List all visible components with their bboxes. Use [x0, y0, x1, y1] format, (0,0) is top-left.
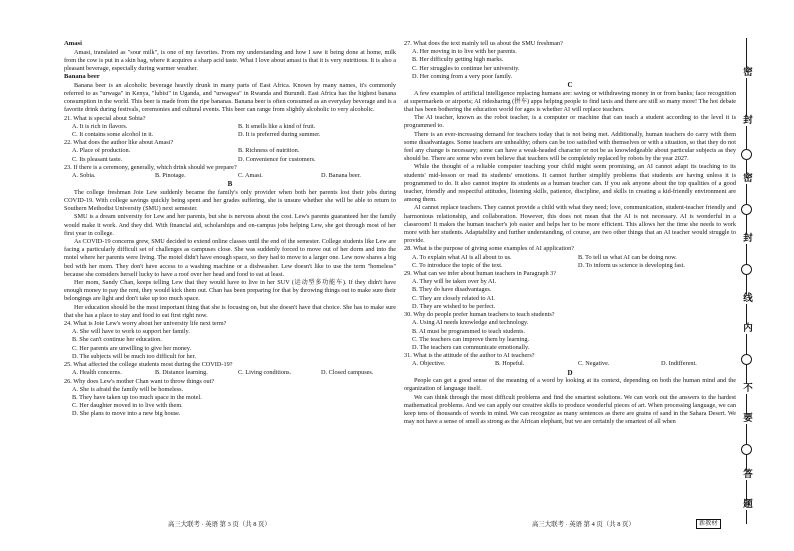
option-d: D. The subjects will be much too difficult for her. — [72, 352, 196, 360]
section-d-heading: D — [567, 368, 573, 377]
section-c-heading: C — [567, 81, 573, 90]
page-3-column — [64, 40, 396, 520]
seal-circle-icon — [741, 444, 752, 455]
new-textbook-badge: 新教材 — [696, 519, 721, 529]
question-stem: 27. What does the text mainly tell us about the SMU freshman? — [404, 40, 563, 47]
page-3-footer: 高三大联考 · 英语 第 3 页（共 8 页） — [168, 521, 271, 528]
question-27 — [404, 40, 736, 81]
question-31 — [404, 352, 736, 368]
passage-b-paragraph: SMU is a dream university for Lew and her parents, but she is nervous about the cost. Lew's parents guaranteed her the family would make it work. And they did. With financial aid, scholarships and on-campus jobs helping Lew, she got through most of her first year in college. — [64, 213, 396, 237]
section-b-heading: B — [227, 180, 233, 189]
option-c: C. Amasi. — [238, 172, 263, 180]
option-b: B. Pinotage. — [155, 172, 186, 180]
question-stem: 30. Why do people prefer human teachers to teach students? — [404, 311, 555, 319]
passage-d-paragraph: People can get a good sense of the meaning of a word by looking at its context, depending on both the human mind and the organization of language itself. — [404, 377, 736, 393]
option-c: C. Her parents are unwilling to give her money. — [72, 344, 192, 352]
question-23 — [64, 164, 396, 180]
seal-circle-icon — [741, 204, 752, 215]
question-30 — [404, 311, 736, 352]
question-26 — [64, 378, 396, 419]
question-stem: 21. What is special about Sobia? — [64, 114, 146, 122]
question-25 — [64, 361, 396, 377]
page-4-footer: 高三大联考 · 英语 第 4 页（共 8 页） — [532, 521, 635, 528]
passage-c-paragraph: A few examples of artificial intelligence replacing humans are: saving or withdrawing money in or from banks; face recognition at supermarkets or airports; AI ridesharing (拼车) apps helping people to find taxis and there are still so many more! The hot debate that has been bothering the education world for ages is whether AI will replace teachers. — [404, 89, 736, 114]
question-stem: 28. What is the purpose of giving some examples of AI application? — [404, 245, 574, 253]
option-d: D. The teachers can communicate emotionally. — [412, 343, 530, 351]
question-stem: 26. Why does Lew's mother Chan want to throw things out? — [64, 377, 215, 385]
option-c: C. Her struggles to continue her university. — [412, 64, 520, 72]
option-b: B. Hopeful. — [495, 360, 525, 368]
passage-c-paragraph: There is an ever-increasing demand for teachers today that is not being met. Additionally, human teachers do carry with them some disadvantages. Some teachers are unhealthy; others can be too satisfied with themselves or with a situation, so that they do not feel any change is necessary; some can have a weak-headed character or not be as knowledgeable about particular subjects as they should be. There are some who even believe that teachers will be completely replaced by robots by the year 2027. — [404, 130, 736, 163]
passage-c-paragraph: AI cannot replace teachers. They cannot provide a child with what they need; love, communication, student-teacher friendly and harmonious relationship, and collaboration. However, this does not mean that the AI is not necessary. AI is wonderful in a classroom! It makes the human teacher's job easier and helps her to be more efficient. This allows her the time she needs to work more with her students. Adaptability and further understanding, of course, are two other things that an AI teacher would struggle to provide. — [404, 204, 736, 245]
option-c: C. It contains some alcohol in it. — [72, 131, 154, 139]
option-d: D. Indifferent. — [661, 360, 697, 368]
seal-circle-icon — [741, 149, 752, 160]
seal-line-strip — [736, 38, 760, 524]
option-b: B. They have taken up too much space in the motel. — [72, 393, 202, 401]
passage-b-paragraph: Her mom, Sandy Chan, keeps telling Lew that they would have to live in her SUV (运动型多功能车). If they didn't have enough money to pay the rent, they would kick them out. Chan has been preparing for that by throwing things out to make sure their belongings are light and don't take up too much space. — [64, 279, 396, 303]
option-b: B. She can't continue her education. — [72, 336, 162, 344]
option-a: A. It is rich in flavors. — [72, 122, 128, 130]
question-stem: 29. What can we infer about human teachers in Paragraph 3? — [404, 270, 557, 278]
option-a: A. Place of production. — [72, 147, 131, 155]
seal-circle-icon — [741, 264, 752, 275]
seal-char: 封 — [736, 116, 760, 126]
option-c: C. Its pleasant taste. — [72, 155, 123, 163]
option-a: A. Objective. — [412, 360, 446, 368]
amasi-paragraph: Amasi, translated as "sour milk", is one of my favorites. From my understanding and how I saw it being done at home, milk from the cow is put in a skin bag, where it acquires a sharp acid taste. What I love about amasi is that it is very nutritious. It is also a pleasant beverage, especially during warmer weather. — [64, 48, 396, 72]
passage-b-paragraph: The college freshman Joie Lew suddenly became the family's only provider when both her parents lost their jobs during COVID-19. With college savings quickly being spent and her grades suffering, she is unsure whether she will be able to return to Southern Methodist University (SMU) next semester. — [64, 188, 396, 213]
option-a: A. She will have to work to support her family. — [72, 328, 190, 336]
option-d: D. They are wished to be perfect. — [412, 302, 496, 310]
option-a: A. Using AI needs knowledge and technology. — [412, 319, 529, 327]
question-stem: 24. What is Joie Lew's worry about her university life next term? — [64, 320, 227, 328]
question-stem: 22. What does the author like about Amasi? — [64, 139, 174, 147]
amasi-heading: Amasi — [64, 40, 82, 47]
passage-d-paragraph: We can think through the most difficult problems and find the smartest solutions. We can work out the answers to the hardest mathematical problems. And we can apply our creative skills to produce wonderful pieces of art. When processing language, we can keep tens of thousands of words in mind. We can recognize as many sentences as there are grains of sand in the Sahara Desert. We may not have a sense of smell as strong as the African elephant, but we are certainly the smartest of all when — [404, 393, 736, 426]
seal-char: 内 — [736, 324, 760, 334]
question-stem: 23. If there is a ceremony, generally, which drink should we prepare? — [64, 163, 237, 171]
banana-beer-heading: Banana beer — [64, 73, 100, 81]
option-a: A. To explain what AI is all about to us. — [412, 253, 512, 261]
option-c: C. To introduce the topic of the text. — [412, 261, 503, 269]
option-c: C. They are closely related to AI. — [412, 294, 495, 302]
seal-char: 不 — [736, 384, 760, 394]
passage-b-paragraph: Her education should be the most important thing that she is focusing on, but she doesn't have that choice. She has to make sure that she has a place to stay and food to eat first right now. — [64, 303, 396, 319]
seal-char: 密 — [736, 174, 760, 184]
passage-c-paragraph: The AI teacher, known as the robot teacher, is a computer or machine that can teach a student according to the level it is programmed to. — [404, 114, 736, 130]
seal-char: 封 — [736, 234, 760, 244]
question-stem: 31. What is the attitude of the author to AI teachers? — [404, 352, 535, 360]
seal-circle-icon — [741, 354, 752, 365]
banana-beer-paragraph: Banana beer is an alcoholic beverage heavily drunk in many parts of East Africa. Known by many names, it's commonly referred to as "urwaga" in Kenya, "lubisi" in Uganda, and "urwagwa" in Rwanda and Burundi. East Africa has the highest banana consumption in the world. This beer is made from the ripe bananas. Banana beer is often consumed as an everyday beverage and is a favorite drink during festivals, ceremonies and cultural events. This beer can range from slightly alcoholic to very alcoholic. — [64, 81, 396, 114]
seal-char: 线 — [736, 294, 760, 304]
option-d: D. Her coming from a very poor family. — [412, 72, 513, 80]
seal-char: 答 — [736, 470, 760, 480]
option-d: D. To inform us science is developing fast. — [578, 261, 685, 269]
option-b: B. AI must be programmed to teach students. — [412, 327, 526, 335]
option-a: A. Health concerns. — [72, 369, 122, 377]
page-4-column — [404, 40, 736, 520]
option-d: D. It is preferred during summer. — [238, 131, 321, 139]
seal-char: 题 — [736, 500, 760, 510]
option-d: D. Banana beer. — [321, 172, 361, 180]
question-stem: 25. What affected the college students most during the COVID-19? — [64, 361, 233, 369]
question-28 — [404, 245, 736, 270]
question-24 — [64, 320, 396, 361]
seal-char: 要 — [736, 414, 760, 424]
option-a: A. Sobia. — [72, 172, 96, 180]
option-a: A. She is afraid the family will be homeless. — [72, 385, 184, 393]
seal-char: 密 — [736, 68, 760, 78]
passage-c-paragraph: While the thought of a reliable computer teaching your child might seem promising, an AI cannot adapt its teaching to its students' mid-lesson or read its students' emotions. It cannot further simplify problems that students are having unless it is programmed to do. It also cannot inspire its students as a human teacher can. If you ask anyone about the top qualities of a good teacher, friendly and respectful attitudes, listening skills, patience, discipline, and skills in creating a kid-friendly environment are among them. — [404, 163, 736, 204]
option-c: C. The teachers can improve them by learning. — [412, 335, 530, 343]
option-c: C. Negative. — [578, 360, 610, 368]
option-d: D. Closed campuses. — [321, 369, 374, 377]
passage-b-paragraph: As COVID-19 concerns grew, SMU decided to extend online classes until the end of the semester. College students like Lew are facing a particularly difficult set of challenges as campuses close. She was suddenly forced to move out of her dorm and into the motel where her parents were living. The motel didn't have enough space, so they had to move to a larger one. Lew now shares a big bed with her mom. They don't have access to a washing machine or a dishwasher. Lew doesn't like to use the term "homeless" because she considers herself lucky to have a roof over her head and food to eat at least. — [64, 238, 396, 278]
option-c: C. Living conditions. — [238, 369, 292, 377]
option-b: B. Her difficulty getting high marks. — [412, 56, 504, 64]
question-29 — [404, 270, 736, 311]
option-a: A. They will be taken over by AI. — [412, 278, 497, 286]
option-b: B. To tell us what AI can be doing now. — [578, 253, 677, 261]
option-d: D. Convenience for customers. — [238, 155, 316, 163]
option-b: B. It smells like a kind of fruit. — [238, 122, 316, 130]
question-22 — [64, 139, 396, 164]
option-a: A. Her moving in to live with her parents. — [412, 48, 517, 56]
question-21 — [64, 115, 396, 140]
option-b: B. Distance learning. — [155, 369, 208, 377]
option-b: B. They do have disadvantages. — [412, 286, 492, 294]
option-b: B. Richness of nutrition. — [238, 147, 300, 155]
option-c: C. Her daughter moved in to live with them. — [72, 402, 183, 410]
option-d: D. She plans to move into a new big house. — [72, 410, 181, 418]
